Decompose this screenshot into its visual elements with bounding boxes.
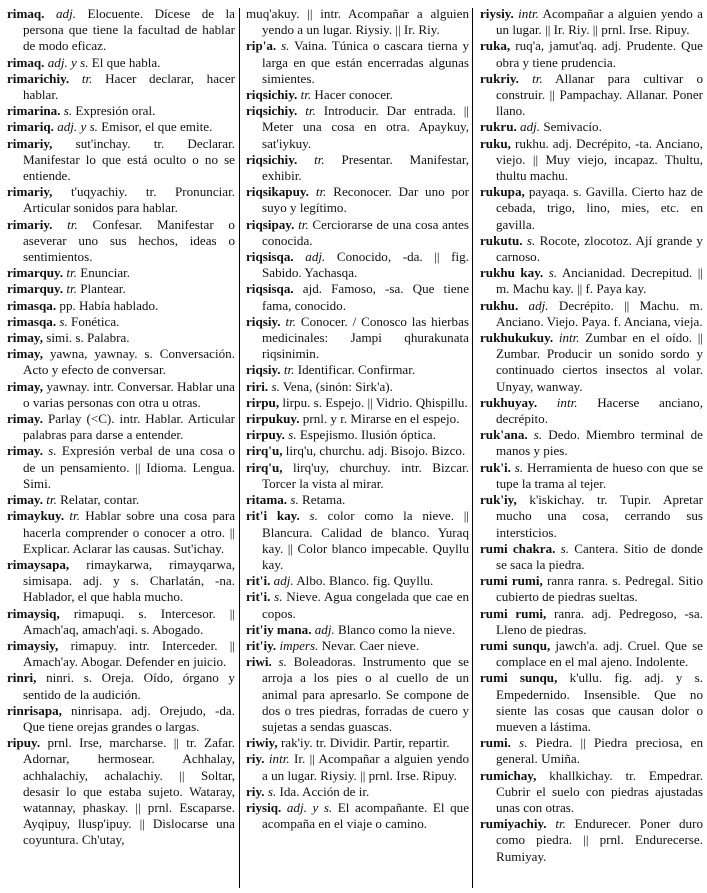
grammar-label: tr.	[285, 313, 296, 329]
grammar-label: s.	[267, 783, 277, 799]
dictionary-entry	[7, 703, 235, 735]
headword: rumi sunqu,	[480, 637, 551, 653]
dictionary-entry	[246, 427, 469, 443]
definition: Rocote, zlocotoz. Ají grande y carnoso.	[496, 232, 703, 265]
headword: rimaykuy.	[7, 508, 65, 524]
grammar-label: tr.	[66, 265, 77, 281]
column-3	[480, 6, 703, 865]
dictionary-entry	[480, 6, 703, 38]
dictionary-entry	[7, 184, 235, 216]
headword: rimaq.	[7, 54, 45, 70]
dictionary-entry	[7, 379, 235, 411]
headword: rimarina.	[7, 103, 61, 119]
headword: rimariq.	[7, 119, 54, 135]
headword: rimarquy.	[7, 281, 64, 297]
definition: Expresión verbal de una cosa o de un pensamiento. || Idioma. Lengua. Simi.	[23, 443, 235, 491]
grammar-label: adj.	[520, 119, 541, 135]
dictionary-entry	[480, 38, 703, 70]
headword: rimariy.	[7, 216, 53, 232]
column-divider	[239, 8, 240, 888]
definition: prnl. Irse, marcharse. || tr. Zafar. Adornar, hermosear. Achhalay, achhalachiy, achalachiy. || Soltar, desasir lo que estaba sujeto. Wataray, watannay, phaskay. || prnl. Escaparse. Ayqipuy, llusp'ipuy. || Dislocarse una coyuntura. Ch'utay,	[23, 735, 235, 848]
headword: riqsikapuy.	[246, 184, 309, 200]
headword: rukhuyay.	[480, 394, 538, 410]
definition: Expresión oral.	[75, 103, 156, 119]
grammar-label: adj. y s.	[57, 119, 98, 135]
dictionary-entry	[480, 184, 703, 233]
definition: El que habla.	[91, 54, 161, 70]
headword: rinrisapa,	[7, 702, 62, 718]
dictionary-entry	[480, 71, 703, 120]
definition: rak'iy. tr. Dividir. Partir, repartir.	[280, 735, 450, 751]
dictionary-entry	[480, 119, 703, 135]
definition: lirpu. s. Espejo. || Vidrio. Qhispillu.	[282, 394, 468, 410]
grammar-label: tr.	[46, 492, 57, 508]
column-1	[7, 6, 235, 849]
dictionary-entry	[7, 557, 235, 606]
grammar-label: s.	[560, 540, 570, 556]
dictionary-entry	[246, 654, 469, 735]
dictionary-entry	[480, 768, 703, 817]
dictionary-entry	[246, 249, 469, 281]
definition: Fonética.	[71, 313, 120, 329]
definition: Nevar. Caer nieve.	[321, 637, 420, 653]
definition: Vena, (sinón: Sirk'a).	[282, 378, 393, 394]
headword: rit'i kay.	[246, 508, 300, 524]
grammar-label: s.	[309, 508, 318, 524]
column-2	[246, 6, 469, 832]
dictionary-entry	[7, 71, 235, 103]
dictionary-entry	[7, 638, 235, 670]
definition: t'uqyachiy. tr. Pronunciar. Articular sonidos para hablar.	[23, 184, 235, 216]
headword: rukru.	[480, 119, 517, 135]
dictionary-entry	[7, 217, 235, 266]
headword: riqsichiy.	[246, 151, 298, 167]
definition: Elocuente. Dícese de la persona que tiene la facultad de hablar de modo eficaz.	[23, 6, 235, 54]
definition: rimaykarwa, rimayqarwa, simisapa. adj. y s. Charlatán, -na. Hablador, el que habla mucho.	[23, 556, 235, 605]
grammar-label: intr.	[268, 751, 290, 767]
definition: yawnay. intr. Conversar. Hablar una o varias personas con otra u otras.	[23, 378, 235, 410]
dictionary-entry	[480, 136, 703, 185]
definition: Presentar. Manifestar, exhibir.	[262, 151, 469, 184]
definition: Herramienta de hueso con que se tupe la trama al tejer.	[496, 459, 704, 491]
definition: Retama.	[302, 492, 346, 508]
headword: rimaq.	[7, 6, 45, 21]
dictionary-entry	[480, 233, 703, 265]
grammar-label: tr.	[555, 816, 566, 832]
headword: riy.	[246, 751, 265, 767]
dictionary-entry	[480, 492, 703, 541]
headword: riqsisqa.	[246, 281, 294, 297]
dictionary-entry	[246, 6, 469, 38]
definition: ajd. Famoso, -sa. Que tiene fama, conocido.	[262, 281, 469, 313]
grammar-label: s.	[271, 378, 280, 394]
definition: ranra. adj. Pedregoso, -sa. Lleno de piedras.	[496, 605, 703, 637]
definition: prnl. y r. Mirarse en el espejo.	[302, 411, 460, 427]
headword: rukupa,	[480, 184, 525, 200]
definition: ruq'a, jamut'aq. adj. Prudente. Que obra y tiene prudencia.	[496, 38, 703, 70]
headword: riqsisqa.	[246, 249, 294, 265]
headword: rumi sunqu,	[480, 670, 558, 686]
headword: rit'iy.	[246, 637, 277, 653]
grammar-label: tr.	[66, 281, 77, 297]
grammar-label: adj.	[528, 297, 549, 313]
dictionary-entry	[480, 816, 703, 865]
definition: El acompañante. El que acompaña en el viaje o camino.	[262, 799, 470, 832]
dictionary-entry	[246, 362, 469, 378]
dictionary-entry	[7, 281, 235, 297]
dictionary-entry	[480, 541, 703, 573]
definition: Boleadoras. Instrumento que se arroja a los pies o al cuello de un animal para apresarlo. Se compone de dos o tres piedras, forradas de cuero y sujetas a sendas guascas.	[262, 654, 469, 734]
grammar-label: tr.	[298, 216, 309, 232]
dictionary-entry	[7, 119, 235, 135]
dictionary-entry	[246, 751, 469, 783]
dictionary-entry	[246, 492, 469, 508]
definition: Ancianidad. Decrepitud. || m. Machu kay. || f. Paya kay.	[496, 265, 703, 297]
definition: Allanar para cultivar o construir. || Pampachay. Allanar. Poner llano.	[496, 70, 703, 119]
grammar-label: s.	[48, 443, 57, 459]
headword: rimaysiy,	[7, 637, 59, 653]
headword: rukhu kay.	[480, 265, 544, 281]
headword: rimay,	[7, 346, 44, 362]
grammar-label: tr.	[315, 184, 327, 200]
headword: rimasqa.	[7, 297, 57, 313]
dictionary-entry	[246, 281, 469, 313]
definition: Espejismo. Ilusión óptica.	[299, 427, 436, 443]
headword: ripuy.	[7, 735, 41, 751]
definition: rimapuy. intr. Interceder. || Amach'ay. Abogar. Defender en juicio.	[23, 637, 235, 670]
grammar-label: s.	[281, 38, 290, 54]
headword: rumi rumi,	[480, 605, 547, 621]
headword: ruk'i.	[480, 459, 511, 475]
dictionary-entry	[246, 784, 469, 800]
grammar-label: adj.	[305, 249, 326, 265]
headword: riqsipay.	[246, 216, 295, 232]
headword: riqsichiy.	[246, 103, 298, 119]
dictionary-entry	[7, 508, 235, 557]
headword: rukhukukuy.	[480, 330, 554, 346]
definition: Conocido, -da. || fig. Sabido. Yachasqa.	[262, 249, 469, 281]
headword: rumi rumi,	[480, 573, 543, 589]
headword: rit'i.	[246, 573, 271, 589]
dictionary-entry	[480, 298, 703, 330]
headword: rimarquy.	[7, 265, 64, 281]
column-divider	[472, 8, 473, 888]
grammar-label: tr.	[314, 151, 325, 167]
grammar-label: tr.	[532, 70, 543, 86]
headword: rimay.	[7, 492, 44, 508]
definition: Hacer declarar, hacer hablar.	[23, 70, 235, 103]
headword: rimay.	[7, 443, 44, 459]
definition: lirq'u, churchu. adj. Bisojo. Bizco.	[285, 443, 466, 459]
headword: ruk'iy,	[480, 492, 517, 508]
headword: rirpuy.	[246, 427, 285, 443]
definition: Albo. Blanco. fig. Quyllu.	[296, 573, 434, 589]
dictionary-entry	[480, 395, 703, 427]
grammar-label: s.	[278, 654, 287, 670]
dictionary-entry	[7, 6, 235, 55]
definition: ninrisapa. adj. Orejudo, -da. Que tiene orejas grandes o largas.	[23, 702, 235, 734]
dictionary-entry	[7, 103, 235, 119]
headword: rukriy.	[480, 70, 519, 86]
grammar-label: impers.	[279, 637, 319, 653]
definition: Hacer conocer.	[314, 87, 393, 103]
headword: rumiyachiy.	[480, 816, 547, 832]
dictionary-entry	[246, 38, 469, 87]
definition: simi. s. Palabra.	[46, 330, 130, 346]
headword: riqsichiy.	[246, 87, 298, 103]
dictionary-entry	[246, 395, 469, 411]
dictionary-entry	[480, 460, 703, 492]
dictionary-entry	[7, 330, 235, 346]
dictionary-entry	[246, 152, 469, 184]
dictionary-entry	[7, 670, 235, 702]
definition: color como la nieve. || Blancura. Calidad de blanco. Yuraq kay. || Color blanco impecable. Quyllu kay.	[262, 508, 469, 572]
grammar-label: s.	[514, 459, 524, 475]
dictionary-entry	[480, 573, 703, 605]
headword: riysiy.	[480, 6, 514, 21]
definition: payaqa. s. Gavilla. Cierto haz de cebada, trigo, lino, mies, etc. en gavilla.	[496, 184, 703, 232]
grammar-label: s.	[526, 232, 536, 248]
definition: Cerciorarse de una cosa antes conocida.	[262, 216, 470, 248]
definition: Semivacío.	[543, 119, 602, 135]
dictionary-entry	[246, 103, 469, 152]
definition: sut'inchay. tr. Declarar. Manifestar lo que está oculto o no se entiende.	[23, 135, 235, 184]
grammar-label: adj.	[273, 573, 294, 589]
dictionary-entry	[246, 217, 469, 249]
dictionary-entry	[7, 346, 235, 378]
grammar-label: adj.	[55, 6, 76, 21]
grammar-label: intr.	[556, 394, 578, 410]
dictionary-entry	[246, 460, 469, 492]
dictionary-entry	[480, 330, 703, 395]
dictionary-entry	[246, 800, 469, 832]
definition: Blanco como la nieve.	[338, 621, 456, 637]
dictionary-entry	[480, 735, 703, 767]
dictionary-entry	[480, 265, 703, 297]
definition: ranra ranra. s. Pedregal. Sitio cubierto de piedras sueltas.	[496, 573, 703, 605]
dictionary-entry	[7, 492, 235, 508]
definition: Parlay (<C). intr. Hablar. Articular palabras para darse a entender.	[23, 411, 235, 443]
dictionary-entry	[7, 443, 235, 492]
grammar-label: adj. y s.	[286, 799, 333, 815]
definition: pp. Había hablado.	[59, 297, 159, 313]
definition: Endurecer. Poner duro como piedra. || prnl. Endurecerse. Rumiyay.	[496, 816, 703, 864]
headword: rimariy,	[7, 135, 53, 151]
dictionary-entry	[7, 265, 235, 281]
headword: riqsiy.	[246, 362, 281, 378]
headword: ritama.	[246, 492, 288, 508]
dictionary-entry	[480, 670, 703, 735]
grammar-label: intr.	[558, 330, 580, 346]
headword: rimariy,	[7, 184, 53, 200]
definition: muq'akuy. || intr. Acompañar a alguien yendo a un lugar. Riysiy. || Ir. Riy.	[246, 6, 469, 38]
headword: rimay,	[7, 378, 44, 394]
headword: riqsiy.	[246, 313, 281, 329]
dictionary-entry	[246, 443, 469, 459]
definition: Nieve. Agua congelada que cae en copos.	[262, 589, 469, 621]
dictionary-entry	[246, 573, 469, 589]
headword: rumi.	[480, 735, 511, 751]
dictionary-entry	[7, 298, 235, 314]
definition: Ida. Acción de ir.	[279, 783, 370, 799]
dictionary-entry	[7, 55, 235, 71]
definition: Conocer. / Conosco las hierbas medicinales: Jampi qhurakunata riqsinimin.	[262, 313, 469, 362]
dictionary-entry	[480, 638, 703, 670]
definition: ninri. s. Oreja. Oído, órgano y sentido de la audición.	[23, 670, 235, 702]
dictionary-entry	[246, 622, 469, 638]
grammar-label: adj. y s.	[47, 54, 89, 70]
definition: Identificar. Confirmar.	[297, 362, 416, 378]
dictionary-entry	[7, 606, 235, 638]
dictionary-entry	[7, 411, 235, 443]
grammar-label: tr.	[283, 362, 295, 378]
headword: rinri,	[7, 670, 37, 686]
definition: Emisor, el que emite.	[101, 119, 213, 135]
definition: Dedo. Miembro terminal de manos y pies.	[496, 427, 703, 459]
headword: rimay,	[7, 330, 44, 346]
headword: riri.	[246, 378, 269, 394]
dictionary-entry	[480, 606, 703, 638]
definition: Introducir. Dar entrada. || Meter una cosa en otra. Apaykuy, sat'iykuy.	[262, 103, 470, 151]
dictionary-entry	[246, 589, 469, 621]
grammar-label: s.	[288, 427, 297, 443]
grammar-label: s.	[63, 103, 73, 119]
headword: rumi chakra.	[480, 540, 556, 556]
dictionary-entry	[7, 735, 235, 848]
dictionary-entry	[246, 735, 469, 751]
definition: Hacerse anciano, decrépito.	[496, 394, 703, 427]
definition: Hablar sobre una cosa para hacerla comprender o conocer a otro. || Explicar. Aclarar las causas. Sut'ichay.	[23, 508, 236, 556]
dictionary-entry	[246, 411, 469, 427]
definition: Confesar. Manifestar o aseverar uno sus hechos, ideas o sentimientos.	[23, 216, 235, 265]
grammar-label: adj.	[314, 621, 335, 637]
definition: Ir. || Acompañar a alguien yendo a un lugar. Riysiy. || prnl. Irse. Ripuy.	[262, 751, 469, 783]
definition: rukhu. adj. Decrépito, -ta. Anciano, viejo. || Muy viejo, incapaz. Thultu, thultu machu.	[496, 135, 703, 184]
dictionary-entry	[246, 87, 469, 103]
dictionary-entry	[7, 314, 235, 330]
definition: Plantear.	[80, 281, 126, 297]
definition: Piedra. || Piedra preciosa, en general. Umiña.	[496, 735, 703, 767]
grammar-label: tr.	[69, 508, 80, 524]
headword: ruk'ana.	[480, 427, 528, 443]
definition: Decrépito. || Machu. m. Anciano. Viejo. Paya. f. Anciana, vieja.	[496, 297, 703, 329]
definition: Relatar, contar.	[60, 492, 140, 508]
headword: rirpu,	[246, 394, 280, 410]
definition: k'iskichay. tr. Tupir. Apretar mucho una cosa, cerrando sus intersticios.	[496, 492, 703, 540]
headword: rimarichiy.	[7, 70, 70, 86]
dictionary-entry	[246, 314, 469, 363]
grammar-label: intr.	[518, 6, 539, 21]
definition: rimapuqi. s. Intercesor. || Amach'aq, amach'aqi. s. Abogado.	[23, 605, 235, 637]
headword: rukutu.	[480, 232, 523, 248]
headword: ruka,	[480, 38, 511, 54]
headword: rumichay,	[480, 767, 537, 783]
dictionary-entry	[246, 184, 469, 216]
headword: ruku,	[480, 135, 511, 151]
dictionary-entry	[480, 427, 703, 459]
definition: Zumbar en el oído. || Zumbar. Producir un sonido sordo y continuado ciertos insectos al volar. Unyay, wanway.	[496, 330, 703, 394]
headword: rirq'u,	[246, 443, 283, 459]
headword: rirq'u,	[246, 459, 283, 475]
definition: Cantera. Sitio de donde se saca la piedra.	[496, 540, 703, 572]
headword: rimaysapa,	[7, 556, 70, 572]
dictionary-entry	[246, 638, 469, 654]
grammar-label: s.	[548, 265, 558, 281]
headword: rit'iy mana.	[246, 621, 312, 637]
headword: riysiq.	[246, 799, 282, 815]
headword: rukhu.	[480, 297, 519, 313]
headword: riwi.	[246, 654, 272, 670]
definition: khallkichay. tr. Empedrar. Cubrir el suelo con piedras ajustadas unas con otras.	[496, 767, 703, 815]
grammar-label: tr.	[300, 87, 312, 103]
definition: Reconocer. Dar uno por suyo y legítimo.	[262, 184, 469, 216]
dictionary-entry	[246, 379, 469, 395]
headword: riwiy,	[246, 735, 278, 751]
headword: rirpukuy.	[246, 411, 300, 427]
definition: k'ullu. fig. adj. y s. Empedernido. Insensible. Que no siente las cosas que causan dolor o mueven a lástima.	[496, 670, 703, 734]
headword: riy.	[246, 783, 265, 799]
definition: Vaina. Túnica o cascara tierna y larga en que están encerradas algunas simientes.	[262, 38, 469, 86]
grammar-label: tr.	[81, 70, 93, 86]
grammar-label: s.	[290, 492, 299, 508]
dictionary-entry	[246, 508, 469, 573]
grammar-label: s.	[274, 589, 283, 605]
headword: rit'i.	[246, 589, 271, 605]
definition: yawna, yawnay. s. Conversación. Acto y efecto de conversar.	[23, 346, 235, 378]
headword: rimasqa.	[7, 313, 57, 329]
headword: rip'a.	[246, 38, 277, 54]
definition: Enunciar.	[80, 265, 131, 281]
headword: rimaysiq,	[7, 605, 60, 621]
headword: rimay.	[7, 411, 44, 427]
definition: Acompañar a alguien yendo a un lugar. || Ir. Riy. || prnl. Irse. Ripuy.	[496, 6, 703, 38]
definition: jawch'a. adj. Cruel. Que se complace en el mal ajeno. Indolente.	[496, 637, 703, 670]
grammar-label: s.	[59, 313, 68, 329]
grammar-label: tr.	[67, 216, 78, 232]
grammar-label: s.	[519, 735, 528, 751]
grammar-label: tr.	[305, 103, 316, 119]
definition: lirq'uy, churchuy. intr. Bizcar. Torcer la vista al mirar.	[262, 459, 469, 491]
dictionary-entry	[7, 136, 235, 185]
grammar-label: s.	[533, 427, 543, 443]
